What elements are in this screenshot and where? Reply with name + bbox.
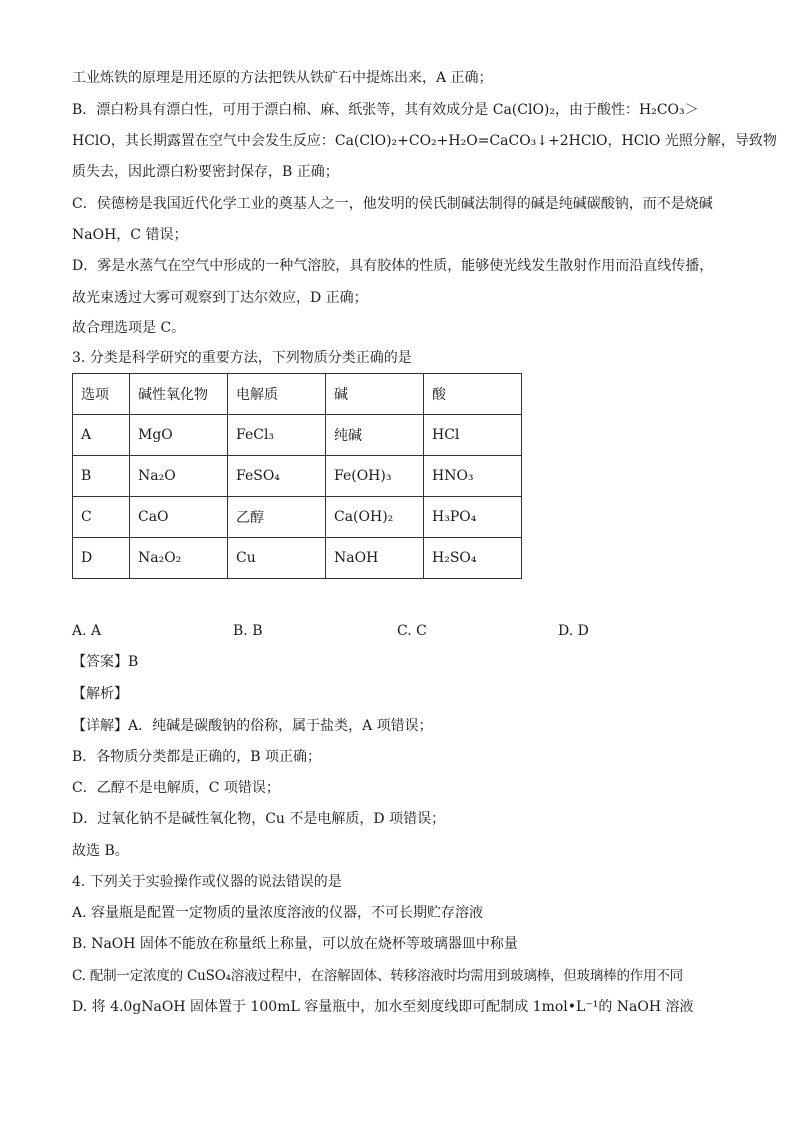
table-header-row	[73, 374, 522, 415]
table-cell: Na₂O	[130, 456, 228, 497]
option-d: D. D	[558, 623, 589, 639]
option-a: A. A	[72, 623, 102, 639]
table-cell: CaO	[130, 497, 228, 538]
classification-table	[72, 373, 522, 579]
answer-tag: 【答案】	[72, 654, 128, 670]
question-3-stem: 3. 分类是科学研究的重要方法，下列物质分类正确的是	[72, 350, 412, 366]
analysis-line: C．乙醇不是电解质，C 项错误；	[72, 780, 280, 796]
table-cell: FeCl₃	[228, 415, 326, 456]
table-cell: B	[73, 456, 130, 497]
answer-options	[72, 621, 732, 641]
question-4-choice: B. NaOH 固体不能放在称量纸上称量，可以放在烧杯等玻璃器皿中称量	[72, 936, 518, 952]
answer-value: B	[128, 654, 139, 670]
analysis-line	[72, 716, 732, 736]
table-cell: H₂SO₄	[424, 538, 522, 579]
table-row	[73, 538, 522, 579]
paragraph-line: 质失去，因此漂白粉要密封保存，B 正确；	[72, 164, 339, 180]
table-cell: Na₂O₂	[130, 538, 228, 579]
table-cell: HNO₃	[424, 456, 522, 497]
answer-line	[72, 652, 732, 672]
question-4-choice: A. 容量瓶是配置一定物质的量浓度溶液的仪器，不可长期贮存溶液	[72, 905, 484, 921]
paragraph-line: 故光束透过大雾可观察到丁达尔效应，D 正确；	[72, 290, 368, 306]
table-cell: MgO	[130, 415, 228, 456]
table-cell: NaOH	[326, 538, 424, 579]
table-cell: Ca(OH)₂	[326, 497, 424, 538]
table-cell: 乙醇	[228, 497, 326, 538]
table-header-cell: 电解质	[228, 374, 326, 415]
option-b: B. B	[233, 623, 263, 639]
table-header-cell: 酸	[424, 374, 522, 415]
table-row	[73, 497, 522, 538]
table-header-cell: 选项	[73, 374, 130, 415]
table-cell: 纯碱	[326, 415, 424, 456]
paragraph-line: 故合理选项是 C。	[72, 320, 186, 336]
table-row	[73, 456, 522, 497]
table-header-cell: 碱	[326, 374, 424, 415]
table-cell: HCl	[424, 415, 522, 456]
paragraph-line: D．雾是水蒸气在空气中形成的一种气溶胶，具有胶体的性质，能够使光线发生散射作用而沿直线传播，	[72, 258, 714, 274]
analysis-line: B．各物质分类都是正确的，B 项正确；	[72, 749, 322, 765]
table-cell: C	[73, 497, 130, 538]
table-cell: Fe(OH)₃	[326, 456, 424, 497]
paragraph-line: 工业炼铁的原理是用还原的方法把铁从铁矿石中提炼出来，A 正确；	[72, 70, 493, 86]
paragraph-line: HClO，其长期露置在空气中会发生反应：Ca(ClO)₂+CO₂+H₂O=CaCO₃↓+2HClO，HClO 光照分解，导致物	[72, 133, 777, 149]
table-cell: Cu	[228, 538, 326, 579]
table-row	[73, 415, 522, 456]
question-4-choice: C. 配制一定浓度的 CuSO₄溶液过程中，在溶解固体、转移溶液时均需用到玻璃棒，但玻璃棒的作用不同	[72, 968, 683, 984]
detail-tag: 【详解】	[72, 718, 128, 734]
analysis-line: 故选 B。	[72, 843, 129, 859]
table-header-cell: 碱性氧化物	[130, 374, 228, 415]
question-4-choice: D. 将 4.0gNaOH 固体置于 100mL 容量瓶中，加水至刻度线即可配制成 1mol•L⁻¹的 NaOH 溶液	[72, 999, 694, 1015]
table-cell: D	[73, 538, 130, 579]
analysis-tag: 【解析】	[72, 686, 128, 702]
table-cell: A	[73, 415, 130, 456]
analysis-line: D．过氧化钠不是碱性氧化物，Cu 不是电解质，D 项错误；	[72, 811, 446, 827]
paragraph-line: NaOH，C 错误；	[72, 227, 188, 243]
table-cell: H₃PO₄	[424, 497, 522, 538]
paragraph-line: C．侯德榜是我国近代化学工业的奠基人之一，他发明的侯氏制碱法制得的碱是纯碱碳酸钠，而不是烧碱	[72, 196, 713, 212]
option-c: C. C	[397, 623, 427, 639]
paragraph-line: B．漂白粉具有漂白性，可用于漂白棉、麻、纸张等，其有效成分是 Ca(ClO)₂，由于酸性：H₂CO₃＞	[72, 102, 699, 118]
table-cell: FeSO₄	[228, 456, 326, 497]
question-4-stem: 4. 下列关于实验操作或仪器的说法错误的是	[72, 874, 342, 890]
analysis-text: A．纯碱是碳酸钠的俗称，属于盐类，A 项错误；	[128, 718, 433, 734]
